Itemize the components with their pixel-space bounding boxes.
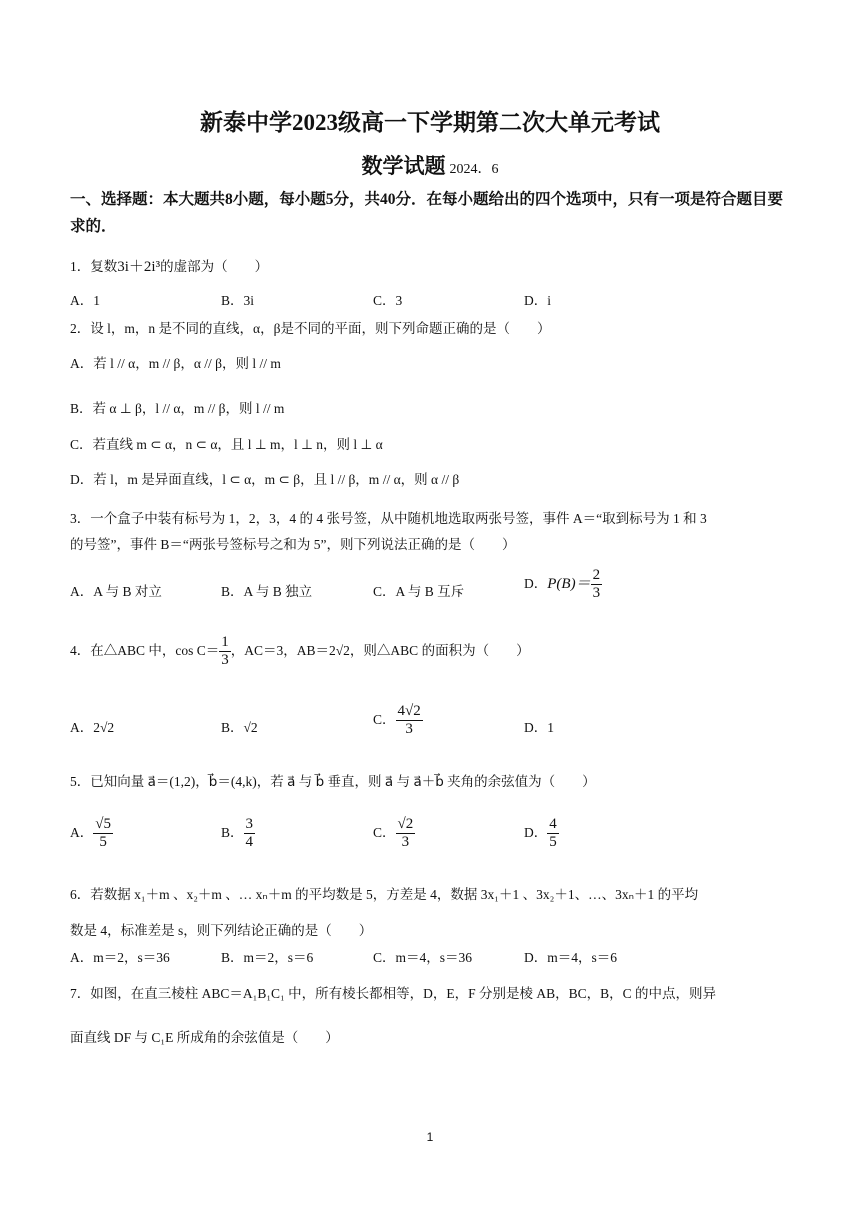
question-6-line1: 6．若数据 x₁＋m 、x₂＋m 、… xₙ＋m 的平均数是 5，方差是 4，数据 3x₁＋1 、3x₂＋1、…、3xₙ＋1 的平均 [70, 887, 699, 902]
exam-date: 2024．6 [449, 162, 499, 177]
q1-option-b: B．3i [221, 293, 255, 308]
question-2-stem: 2．设 l，m，n 是不同的直线，α，β是不同的平面，则下列命题正确的是（ ） [70, 321, 551, 336]
q6-option-a: A．m＝2，s＝36 [70, 950, 170, 965]
question-7-line1: 7．如图，在直三棱柱 ABC＝A₁B₁C₁ 中，所有棱长都相等，D，E，F 分别是棱 AB，BC，B，C 的中点，则异 [70, 986, 717, 1001]
exam-subtitle [0, 150, 860, 180]
q4-cos-fraction: $\frac{1}{3}$ [221, 634, 229, 669]
question-4-stem: 4．在△ABC 中，cos C＝ $\frac{1}{3}$ ，AC＝3，AB＝2√2，则△ABC 的面积为（ ） [70, 634, 530, 669]
q5-option-b: B． $\frac{3}{4}$ [221, 816, 254, 851]
q3-option-a: A．A 与 B 对立 [70, 584, 162, 599]
q1-expression: 3i＋2i³ [117, 259, 161, 275]
q1-option-d: D．i [524, 293, 551, 308]
q2-option-a: A．若 l // α，m // β，α // β，则 l // m [70, 356, 281, 371]
q5-option-c: C． $\frac{√2}{3}$ [373, 816, 414, 851]
q4-option-d: D．1 [524, 720, 554, 735]
q5-option-d: D． $\frac{4}{5}$ [524, 816, 557, 851]
q3-option-c: C．A 与 B 互斥 [373, 584, 465, 599]
q2-option-d: D．若 l，m 是异面直线，l ⊂ α，m ⊂ β，且 l // β，m // α，则 α // β [70, 472, 460, 487]
exam-title: 新泰中学2023级高一下学期第二次大单元考试 [200, 110, 660, 135]
q2-option-b: B．若 α ⊥ β，l // α，m // β，则 l // m [70, 401, 285, 416]
q4-option-c: C． $\frac{4√2}{3}$ [373, 703, 421, 738]
q6-option-d: D．m＝4，s＝6 [524, 950, 618, 965]
question-6-line2: 数是 4，标准差是 s，则下列结论正确的是（ ） [70, 923, 373, 938]
q6-option-c: C．m＝4，s＝36 [373, 950, 473, 965]
q4-option-b: B．√2 [221, 720, 258, 735]
q6-option-b: B．m＝2，s＝6 [221, 950, 314, 965]
q5-option-a: A． $\frac{√5}{5}$ [70, 816, 111, 851]
q2-option-c: C．若直线 m ⊂ α，n ⊂ α，且 l ⊥ m，l ⊥ n，则 l ⊥ α [70, 437, 383, 452]
question-1-stem: 1．复数3i＋2i³的虚部为（ ） [70, 259, 269, 275]
q4-c-fraction: $\frac{4√2}{3}$ [397, 703, 421, 738]
page-number: 1 [426, 1130, 434, 1144]
question-7-line2: 面直线 DF 与 C₁E 所成角的余弦值是（ ） [70, 1030, 339, 1045]
question-5-stem: 5．已知向量 a⃗＝(1,2)，b⃗＝(4,k)，若 a⃗ 与 b⃗ 垂直，则 a⃗ 与 a⃗＋b⃗ 夹角的余弦值为（ ） [70, 774, 596, 789]
q3-option-b: B．A 与 B 独立 [221, 584, 313, 599]
q1-option-c: C．3 [373, 293, 403, 308]
q3-option-d: D．P(B)＝ $\frac{2}{3}$ [524, 567, 601, 602]
section-heading: 一、选择题：本大题共8小题，每小题5分，共40分．在每小题给出的四个选项中，只有一项是符合题目要求的． [70, 191, 784, 235]
q4-option-a: A．2√2 [70, 720, 115, 735]
question-3-line1: 3．一个盒子中装有标号为 1，2，3，4 的 4 张号签，从中随机地选取两张号签，事件 A＝“取到标号为 1 和 3 [70, 511, 707, 526]
q1-option-a: A．1 [70, 293, 100, 308]
question-3-line2: 的号签”，事件 B＝“两张号签标号之和为 5”，则下列说法正确的是（ ） [70, 537, 516, 552]
q3-d-fraction: $\frac{2}{3}$ [592, 567, 601, 602]
subject-title: 数学试题 [361, 154, 446, 178]
